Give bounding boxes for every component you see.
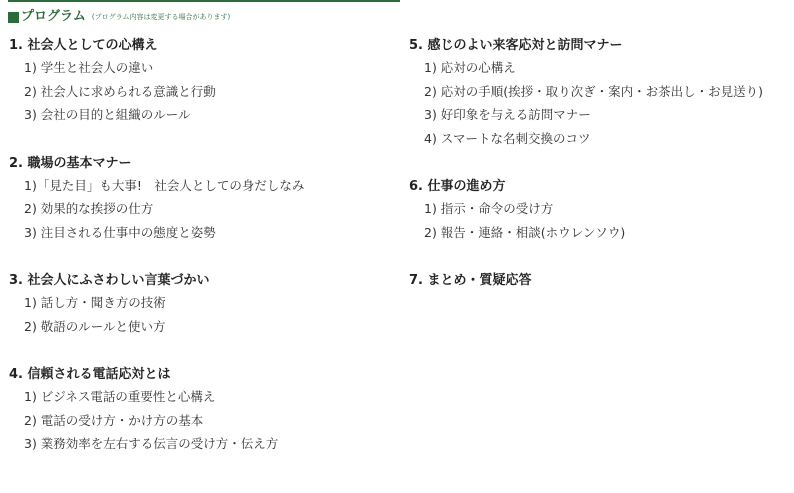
list-item: 1) ビジネス電話の重要性と心構え [24, 389, 216, 404]
list-item: 1) 話し方・聞き方の技術 [24, 295, 166, 310]
list-item: 3) 好印象を与える訪問マナー [424, 107, 591, 122]
list-item: 2) 電話の受け方・かけ方の基本 [24, 412, 204, 428]
list-item: 2) 敬語のルールと使い方 [24, 318, 166, 334]
section-title: 6. 仕事の進め方 [409, 179, 506, 194]
top-divider [8, 0, 400, 2]
section-1 [9, 36, 399, 127]
program-title: プログラム [21, 9, 86, 24]
right-column [409, 36, 789, 318]
section-4 [9, 365, 399, 456]
list-item: 2) 社会人に求められる意識と行動 [24, 83, 216, 99]
section-title: 2. 職場の基本マナー [9, 155, 132, 171]
section-title: 5. 感じのよい来客応対と訪問マナー [409, 38, 623, 53]
section-5 [409, 36, 789, 150]
list-item: 4) スマートな名刺交換のコツ [424, 130, 591, 146]
program-note: (プログラム内容は変更する場合があります) [91, 13, 231, 21]
list-item: 2) 報告・連絡・相談(ホウレンソウ) [424, 224, 626, 240]
section-2 [9, 154, 399, 245]
left-column [9, 36, 399, 483]
list-item: 1) 指示・命令の受け方 [424, 201, 554, 216]
program-header [8, 9, 230, 25]
section-title: 1. 社会人としての心構え [9, 38, 158, 53]
section-3 [9, 271, 399, 338]
section-7 [409, 271, 789, 291]
section-6 [409, 177, 789, 244]
square-bullet-icon [8, 12, 19, 23]
list-item: 1) 学生と社会人の違い [24, 60, 154, 75]
section-title: 7. まとめ・質疑応答 [409, 273, 532, 288]
list-item: 2) 効果的な挨拶の仕方 [24, 201, 154, 216]
list-item: 1)「見た目」も大事! 社会人としての身だしなみ [24, 177, 305, 193]
list-item: 3) 注目される仕事中の態度と姿勢 [24, 224, 216, 240]
section-title: 4. 信頼される電話応対とは [9, 367, 171, 382]
list-item: 3) 会社の目的と組織のルール [24, 107, 191, 122]
list-item: 1) 応対の心構え [424, 60, 516, 75]
list-item: 3) 業務効率を左右する伝言の受け方・伝え方 [24, 436, 279, 451]
list-item: 2) 応対の手順(挨拶・取り次ぎ・案内・お茶出し・お見送り) [424, 83, 764, 99]
section-title: 3. 社会人にふさわしい言葉づかい [9, 273, 210, 288]
